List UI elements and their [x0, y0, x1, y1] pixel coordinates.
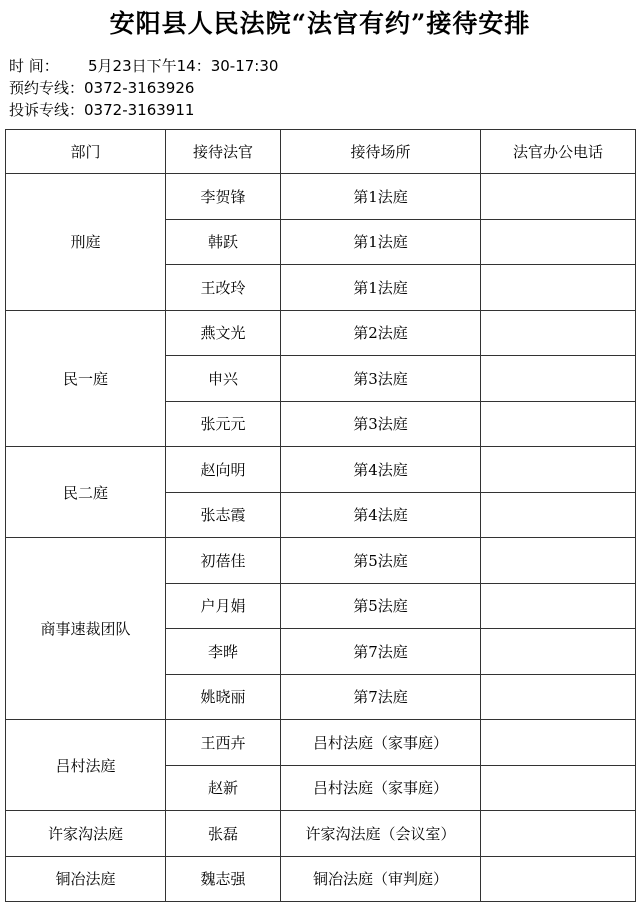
- place-cell: 第2法庭: [281, 310, 481, 356]
- complaint-line: [9, 100, 194, 120]
- time-label: 时 间：: [9, 57, 59, 75]
- judge-cell: 王改玲: [166, 265, 281, 311]
- judge-cell: 魏志强: [166, 856, 281, 902]
- phone-cell: [481, 265, 636, 311]
- table-body: [6, 174, 636, 902]
- phone-cell: [481, 720, 636, 766]
- time-value: 5月23日下午14：30-17:30: [88, 57, 279, 75]
- table-row: [6, 811, 636, 857]
- judge-cell: 张志霞: [166, 492, 281, 538]
- booking-label: 预约专线：: [9, 79, 85, 97]
- phone-cell: [481, 174, 636, 220]
- table-row: [6, 310, 636, 356]
- reception-time: [9, 56, 278, 76]
- place-cell: 吕村法庭（家事庭）: [281, 765, 481, 811]
- phone-cell: [481, 856, 636, 902]
- booking-line: [9, 78, 194, 98]
- judge-cell: 赵新: [166, 765, 281, 811]
- judge-cell: 户月娟: [166, 583, 281, 629]
- place-cell: 第1法庭: [281, 219, 481, 265]
- dept-cell: 刑庭: [6, 174, 166, 311]
- judge-cell: 初蓓佳: [166, 538, 281, 584]
- place-cell: 第4法庭: [281, 492, 481, 538]
- phone-cell: [481, 765, 636, 811]
- reception-schedule-table: [5, 129, 636, 902]
- complaint-phone: 0372-3163911: [84, 101, 195, 119]
- place-cell: 铜冶法庭（审判庭）: [281, 856, 481, 902]
- header-place: 接待场所: [281, 130, 481, 174]
- phone-cell: [481, 674, 636, 720]
- phone-cell: [481, 447, 636, 493]
- judge-cell: 张元元: [166, 401, 281, 447]
- dept-cell: 吕村法庭: [6, 720, 166, 811]
- table-row: [6, 538, 636, 584]
- place-cell: 许家沟法庭（会议室）: [281, 811, 481, 857]
- dept-cell: 商事速裁团队: [6, 538, 166, 720]
- place-cell: 第5法庭: [281, 538, 481, 584]
- phone-cell: [481, 492, 636, 538]
- page-title: 安阳县人民法院“法官有约”接待安排: [109, 9, 531, 38]
- phone-cell: [481, 538, 636, 584]
- place-cell: 第3法庭: [281, 356, 481, 402]
- dept-cell: 民一庭: [6, 310, 166, 447]
- judge-cell: 王西卉: [166, 720, 281, 766]
- header-dept: 部门: [6, 130, 166, 174]
- place-cell: 第7法庭: [281, 674, 481, 720]
- place-cell: 第1法庭: [281, 174, 481, 220]
- place-cell: 第5法庭: [281, 583, 481, 629]
- dept-cell: 民二庭: [6, 447, 166, 538]
- phone-cell: [481, 629, 636, 675]
- place-cell: 第1法庭: [281, 265, 481, 311]
- judge-cell: 韩跃: [166, 219, 281, 265]
- header-phone: 法官办公电话: [481, 130, 636, 174]
- phone-cell: [481, 219, 636, 265]
- place-cell: 第3法庭: [281, 401, 481, 447]
- header-judge: 接待法官: [166, 130, 281, 174]
- judge-cell: 李晔: [166, 629, 281, 675]
- dept-cell: 铜冶法庭: [6, 856, 166, 902]
- judge-cell: 李贺锋: [166, 174, 281, 220]
- place-cell: 第4法庭: [281, 447, 481, 493]
- phone-cell: [481, 356, 636, 402]
- table-row: [6, 447, 636, 493]
- judge-cell: 赵向明: [166, 447, 281, 493]
- phone-cell: [481, 401, 636, 447]
- table-row: [6, 856, 636, 902]
- judge-cell: 张磊: [166, 811, 281, 857]
- phone-cell: [481, 583, 636, 629]
- place-cell: 第7法庭: [281, 629, 481, 675]
- table-header-row: [6, 130, 636, 174]
- complaint-label: 投诉专线：: [9, 101, 85, 119]
- phone-cell: [481, 811, 636, 857]
- judge-cell: 申兴: [166, 356, 281, 402]
- judge-cell: 姚晓丽: [166, 674, 281, 720]
- dept-cell: 许家沟法庭: [6, 811, 166, 857]
- place-cell: 吕村法庭（家事庭）: [281, 720, 481, 766]
- table-row: [6, 174, 636, 220]
- booking-phone: 0372-3163926: [84, 79, 195, 97]
- phone-cell: [481, 310, 636, 356]
- table-row: [6, 720, 636, 766]
- judge-cell: 燕文光: [166, 310, 281, 356]
